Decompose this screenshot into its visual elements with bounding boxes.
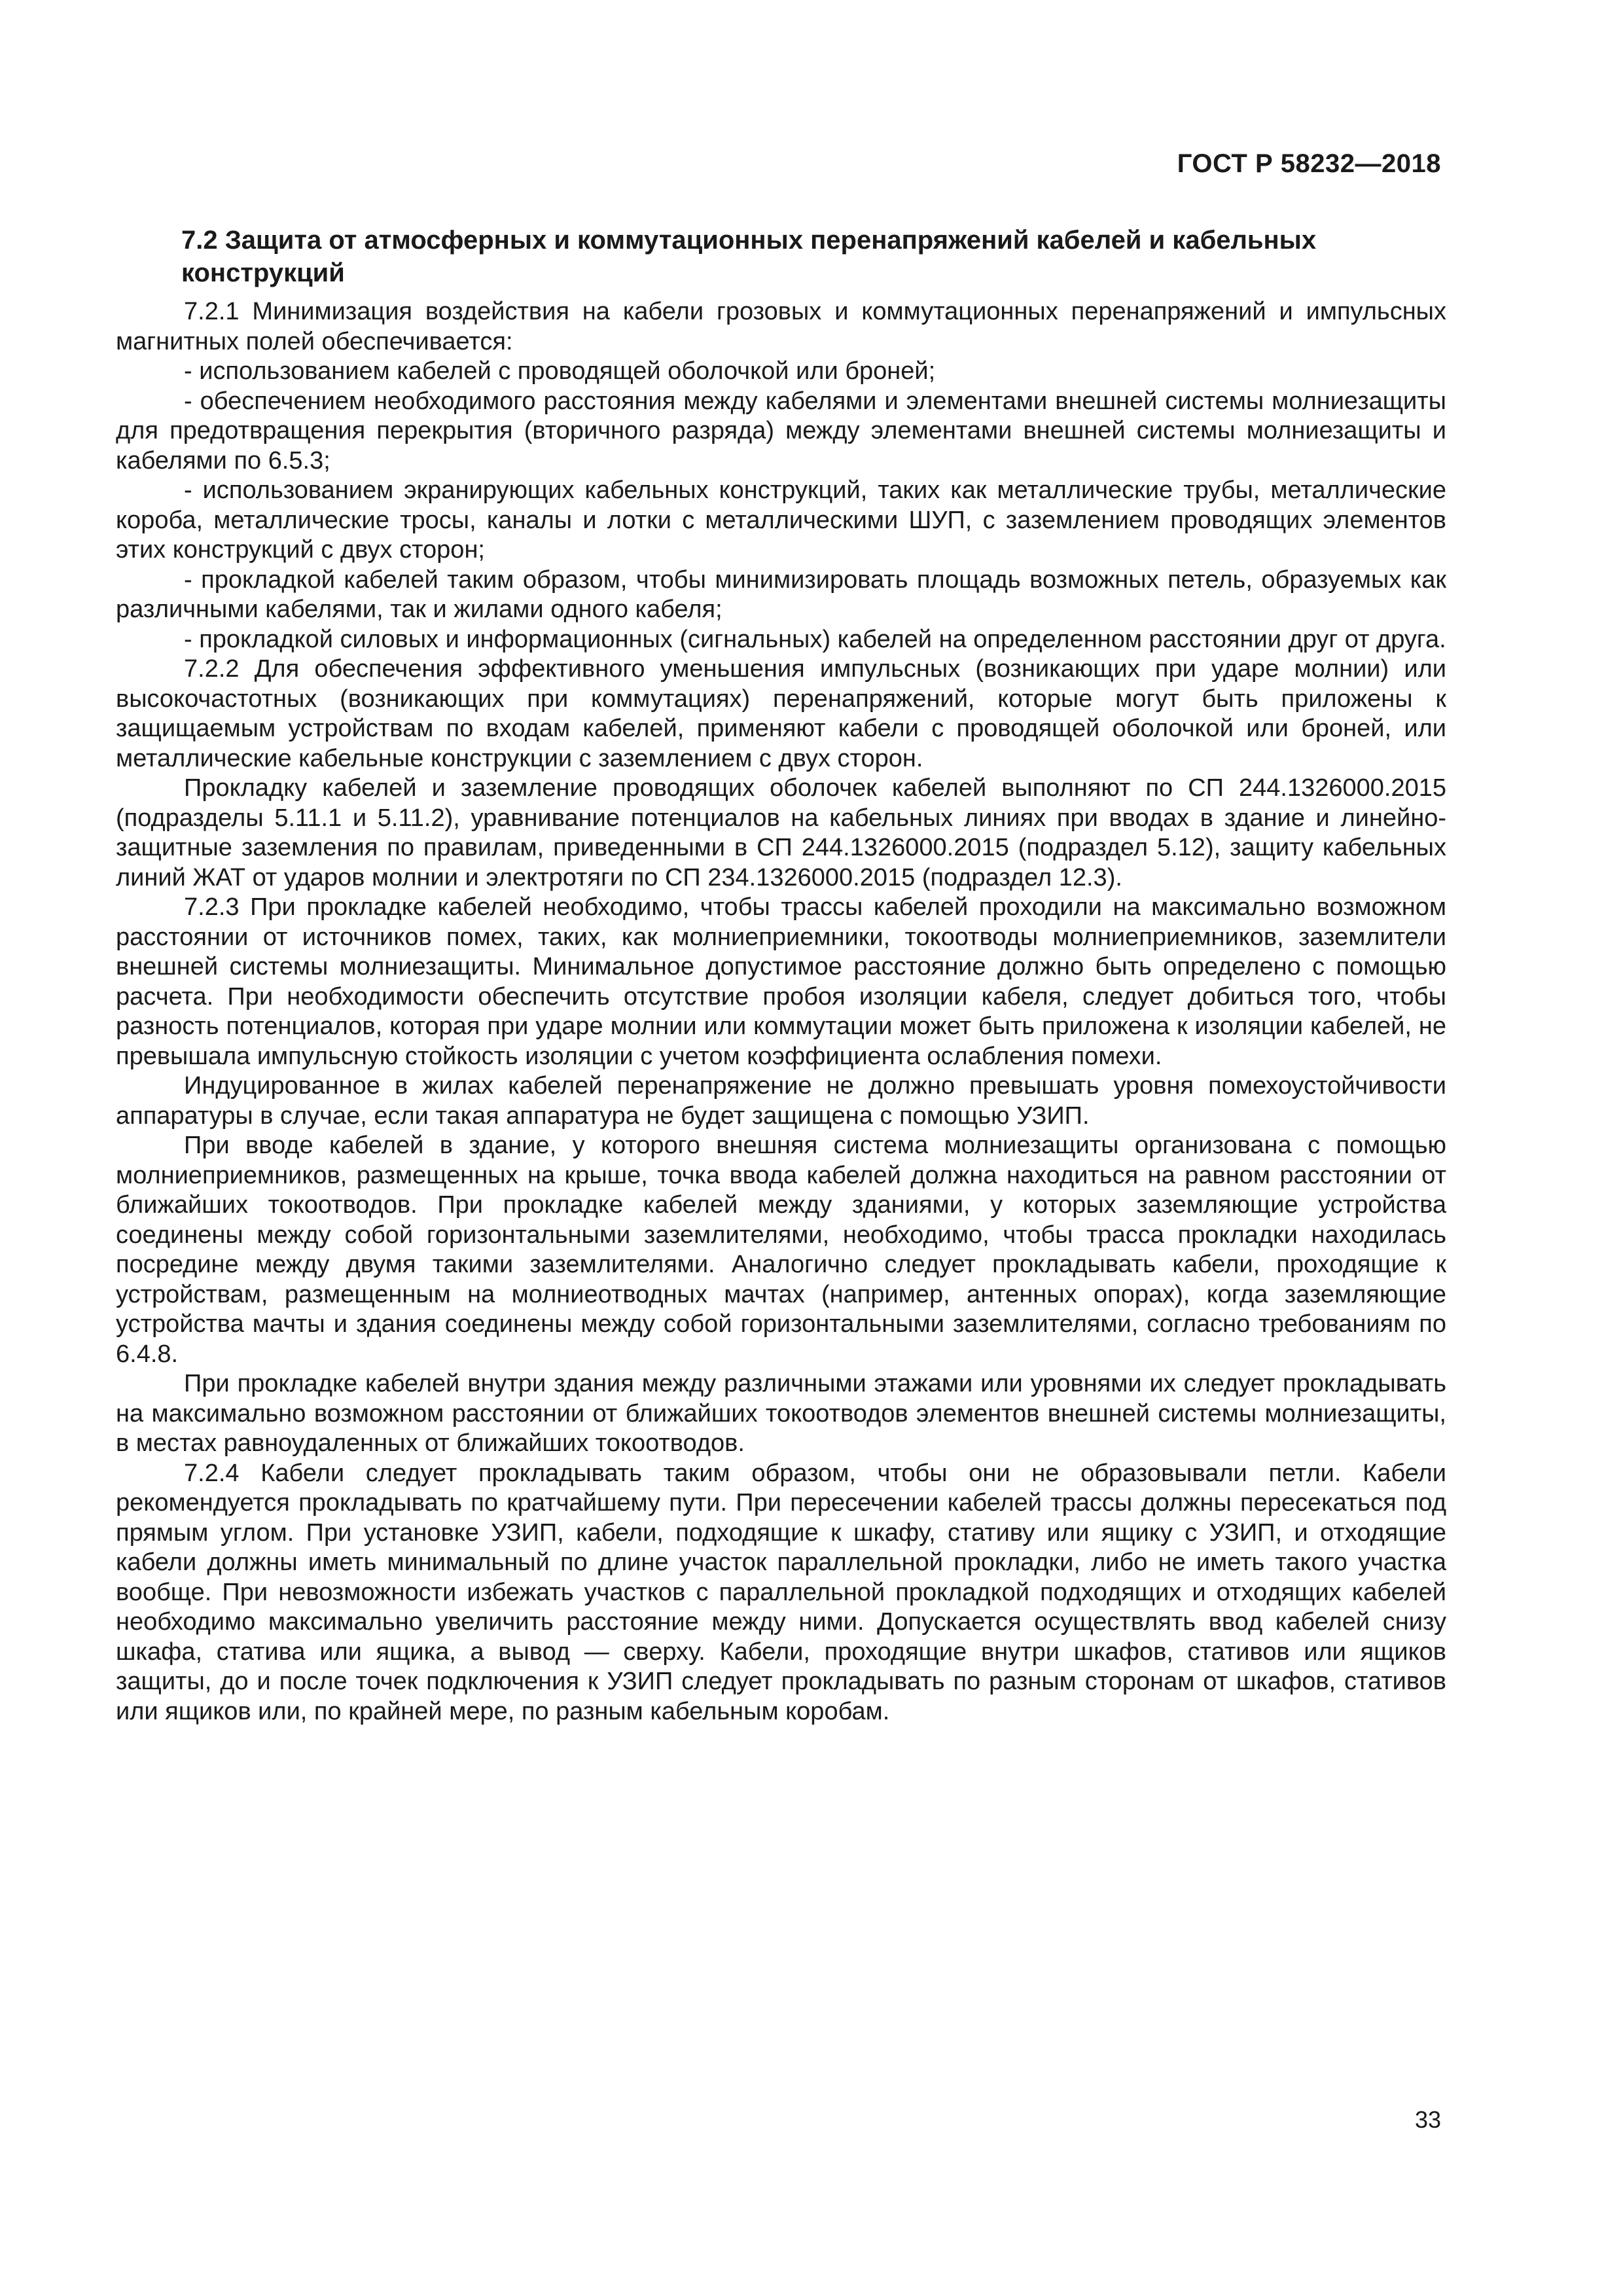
document-code: ГОСТ Р 58232—2018 bbox=[1177, 149, 1441, 178]
paragraph: При вводе кабелей в здание, у которого внешняя система молниезащиты организована с помощью молниеприемников, размещенных на крыше, точка ввода кабелей должна находиться на равном расстоянии от ближайших токоотводов. При прокладке кабелей между зданиями, у которых заземляющие устройства соединены между собой горизонтальными заземлителями, необходимо, чтобы трасса прокладки находилась посредине между двумя такими заземлителями. Аналогично следует прокладывать кабели, проходящие к устройствам, размещенным на молниеотводных мачтах (например, антенных опорах), когда заземляющие устройства мачты и здания соединены между собой горизонтальными заземлителями, согласно требованиям по 6.4.8. bbox=[116, 1132, 1446, 1368]
paragraph: Индуцированное в жилах кабелей перенапряжение не должно превышать уровня помехоустойчивости аппаратуры в случае, если такая аппаратура не будет защищена с помощью УЗИП. bbox=[116, 1072, 1446, 1130]
section-title: 7.2 Защита от атмосферных и коммутационных перенапряжений кабелей и кабельных конструкций bbox=[181, 226, 1317, 287]
paragraph: 7.2.3 При прокладке кабелей необходимо, чтобы трассы кабелей проходили на максимально возможном расстоянии от источников помех, таких, как молниеприемники, токоотводы молниеприемников, заземлители внешней системы молниезащиты. Минимальное допустимое расстояние должно быть определено с помощью расчета. При необходимости обеспечить отсутствие пробоя изоляции кабеля, следует добиться того, чтобы разность потенциалов, которая при ударе молнии или коммутации может быть приложена к изоляции кабелей, не превышала импульсную стойкость изоляции с учетом коэффициента ослабления помехи. bbox=[116, 893, 1446, 1070]
paragraph: При прокладке кабелей внутри здания между различными этажами или уровнями их следует прокладывать на максимально возможном расстоянии от ближайших токоотводов элементов внешней системы молниезащиты, в местах равноудаленных от ближайших токоотводов. bbox=[116, 1370, 1446, 1457]
paragraph: 7.2.2 Для обеспечения эффективного уменьшения импульсных (возникающих при ударе молнии) или высокочастотных (возникающих при коммутациях) перенапряжений, которые могут быть приложены к защищаемым устройствам по входам кабелей, применяют кабели с проводящей оболочкой или броней, или металлические кабельные конструкции с заземлением с двух сторон. bbox=[116, 655, 1446, 772]
paragraph: 7.2.4 Кабели следует прокладывать таким образом, чтобы они не образовывали петли. Кабели рекомендуется прокладывать по кратчайшему пути. При пересечении кабелей трассы должны пересекаться под прямым углом. При установке УЗИП, кабели, подходящие к шкафу, стативу или ящику с УЗИП, и отходящие кабели должны иметь минимальный по длине участок параллельной прокладки, либо не иметь такого участка вообще. При невозможности избежать участков с параллельной прокладкой подходящих и отходящих кабелей необходимо максимально увеличить расстояние между ними. Допускается осуществлять ввод кабелей снизу шкафа, статива или ящика, а вывод — сверху. Кабели, проходящие внутри шкафов, стативов или ящиков защиты, до и после точек подключения к УЗИП следует прокладывать по разным сторонам от шкафов, стативов или ящиков или, по крайней мере, по разным кабельным коробам. bbox=[116, 1459, 1446, 1725]
paragraph: 7.2.1 Минимизация воздействия на кабели грозовых и коммутационных перенапряжений и импульсных магнитных полей обеспечивается: bbox=[116, 298, 1446, 355]
list-item: - использованием кабелей с проводящей оболочкой или броней; bbox=[184, 357, 936, 385]
page-number: 33 bbox=[1414, 2106, 1441, 2133]
page-content bbox=[116, 224, 1446, 1727]
list-item: - прокладкой кабелей таким образом, чтобы минимизировать площадь возможных петель, образуемых как различными кабелями, так и жилами одного кабеля; bbox=[116, 565, 1446, 623]
list-item: - прокладкой силовых и информационных (сигнальных) кабелей на определенном расстоянии друг от друга. bbox=[184, 625, 1446, 653]
paragraph: Прокладку кабелей и заземление проводящих оболочек кабелей выполняют по СП 244.1326000.2015 (подразделы 5.11.1 и 5.11.2), уравнивание потенциалов на кабельных линиях при вводах в здание и линейно-защитные заземления по правилам, приведенными в СП 244.1326000.2015 (подраздел 5.12), защиту кабельных линий ЖАТ от ударов молнии и электротяги по СП 234.1326000.2015 (подраздел 12.3). bbox=[116, 774, 1446, 891]
list-item: - использованием экранирующих кабельных конструкций, таких как металлические трубы, металлические короба, металлические тросы, каналы и лотки с металлическими ШУП, с заземлением проводящих элементов этих конструкций с двух сторон; bbox=[116, 476, 1446, 564]
list-item: - обеспечением необходимого расстояния между кабелями и элементами внешней системы молниезащиты для предотвращения перекрытия (вторичного разряда) между элементами внешней системы молниезащиты и кабелями по 6.5.3; bbox=[116, 387, 1446, 475]
